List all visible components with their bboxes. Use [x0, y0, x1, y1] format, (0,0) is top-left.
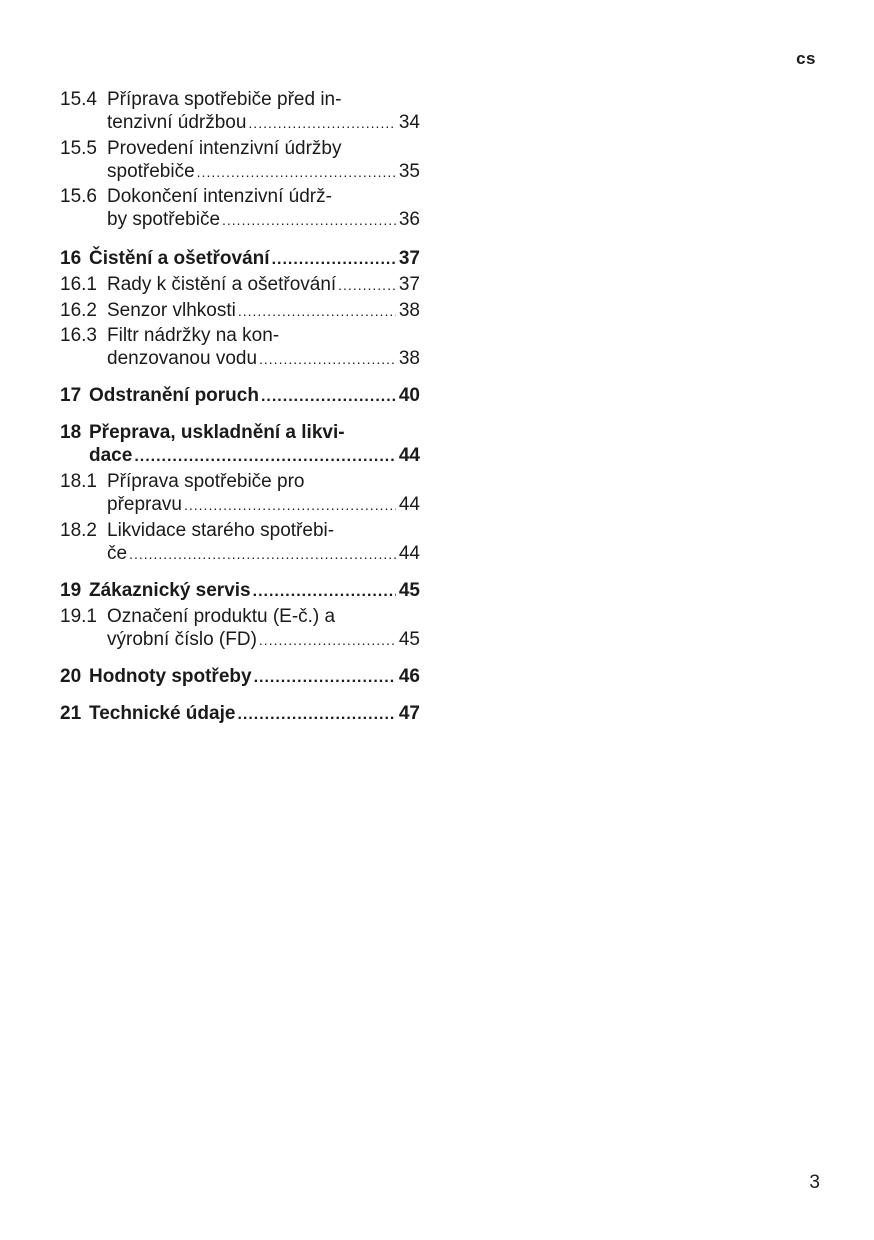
dot-leader	[129, 543, 396, 566]
toc-entry-title: denzovanou vodu	[107, 348, 258, 369]
toc-entry-title: Technické údaje	[89, 702, 236, 724]
toc-entry-title-line: Přeprava, uskladnění a likvi-	[89, 422, 345, 443]
toc-entry-title-line: Likvidace starého spotřebi-	[107, 519, 335, 541]
toc-entry-title: Zákaznický servis	[89, 579, 251, 601]
dot-leader	[338, 274, 396, 297]
language-code: cs	[796, 49, 816, 68]
toc-entry-title: Hodnoty spotřeby	[89, 665, 252, 687]
page-number: 3	[809, 1172, 820, 1193]
toc-section-entry[interactable]	[60, 470, 420, 517]
toc-page-number: 44	[398, 494, 420, 515]
toc-chapter-entry[interactable]	[60, 702, 420, 726]
toc-entry-title: tenzivní údržbou	[107, 112, 247, 133]
toc-entry-number: 20	[60, 665, 82, 687]
toc-entry-title: by spotřebiče	[107, 209, 221, 230]
toc-entry-title-line: Provedení intenzivní údržby	[107, 137, 342, 159]
toc-page-number: 44	[398, 542, 420, 564]
toc-page-number: 45	[398, 579, 420, 601]
toc-page-number: 38	[398, 299, 420, 321]
toc-entry-number: 15.6	[60, 186, 97, 207]
toc-section-entry[interactable]	[60, 185, 420, 232]
toc-entry-number: 16.2	[60, 299, 97, 321]
toc-entry-title: spotřebiče	[107, 160, 195, 182]
dot-leader	[238, 300, 396, 323]
toc-entry-title-line: Dokončení intenzivní údrž-	[107, 186, 332, 207]
toc-section-entry[interactable]	[60, 88, 420, 135]
dot-leader	[254, 666, 396, 689]
toc-entry-title-line: Označení produktu (E-č.) a	[107, 605, 336, 627]
toc-chapter-entry[interactable]	[60, 579, 420, 603]
toc-chapter-entry[interactable]	[60, 384, 420, 408]
dot-leader	[253, 580, 396, 603]
toc-chapter-entry[interactable]	[60, 421, 420, 468]
toc-entry-title: Odstranění poruch	[89, 385, 259, 406]
toc-entry-number: 15.4	[60, 89, 97, 110]
toc-entry-number: 19	[60, 579, 82, 601]
toc-entry-title-line: Příprava spotřebiče pro	[107, 471, 305, 492]
toc-page-number: 45	[398, 628, 420, 650]
toc-section-entry[interactable]	[60, 519, 420, 566]
toc-page-number: 38	[398, 348, 420, 369]
toc-entry-number: 15.5	[60, 137, 97, 159]
toc-entry-title: če	[107, 542, 128, 564]
dot-leader	[248, 112, 395, 135]
dot-leader	[261, 385, 396, 408]
toc-page-number: 40	[398, 385, 420, 406]
toc-entry-number: 16.1	[60, 274, 97, 295]
toc-section-entry[interactable]	[60, 273, 420, 297]
toc-entry-title-line: Filtr nádržky na kon-	[107, 325, 280, 346]
toc-entry-title: Čistění a ošetřování	[89, 248, 270, 269]
toc-chapter-entry[interactable]	[60, 665, 420, 689]
toc-entry-title: přepravu	[107, 494, 182, 515]
toc-page-number: 47	[398, 702, 420, 724]
dot-leader	[259, 629, 396, 652]
toc-page-number: 36	[398, 209, 420, 230]
toc-page-number: 46	[398, 665, 420, 687]
dot-leader	[222, 209, 396, 232]
toc-section-entry[interactable]	[60, 299, 420, 323]
toc-entry-number: 16	[60, 248, 82, 269]
toc-entry-number: 18.2	[60, 519, 97, 541]
toc-entry-title-line: Příprava spotřebiče před in-	[107, 89, 342, 110]
toc-entry-title: Rady k čistění a ošetřování	[107, 274, 337, 295]
toc-entry-number: 17	[60, 385, 82, 406]
toc-section-entry[interactable]	[60, 324, 420, 371]
dot-leader	[184, 494, 396, 517]
toc-page-number: 35	[398, 160, 420, 182]
toc-entry-number: 16.3	[60, 325, 97, 346]
toc-page-number: 34	[398, 112, 420, 133]
dot-leader	[237, 703, 395, 726]
dot-leader	[272, 248, 396, 271]
dot-leader	[134, 445, 396, 468]
toc-section-entry[interactable]	[60, 137, 420, 184]
toc-page-number: 37	[398, 248, 420, 269]
toc-entry-title: výrobní číslo (FD)	[107, 628, 257, 650]
table-of-contents	[60, 88, 420, 728]
toc-section-entry[interactable]	[60, 605, 420, 652]
dot-leader	[197, 161, 396, 184]
toc-entry-title: dace	[89, 445, 133, 466]
toc-entry-number: 21	[60, 702, 82, 724]
dot-leader	[259, 348, 396, 371]
toc-page-number: 44	[398, 445, 420, 466]
toc-entry-number: 18.1	[60, 471, 97, 492]
toc-entry-number: 19.1	[60, 605, 97, 627]
toc-chapter-entry[interactable]	[60, 247, 420, 271]
toc-entry-number: 18	[60, 422, 82, 443]
toc-page-number: 37	[398, 274, 420, 295]
toc-entry-title: Senzor vlhkosti	[107, 299, 236, 321]
